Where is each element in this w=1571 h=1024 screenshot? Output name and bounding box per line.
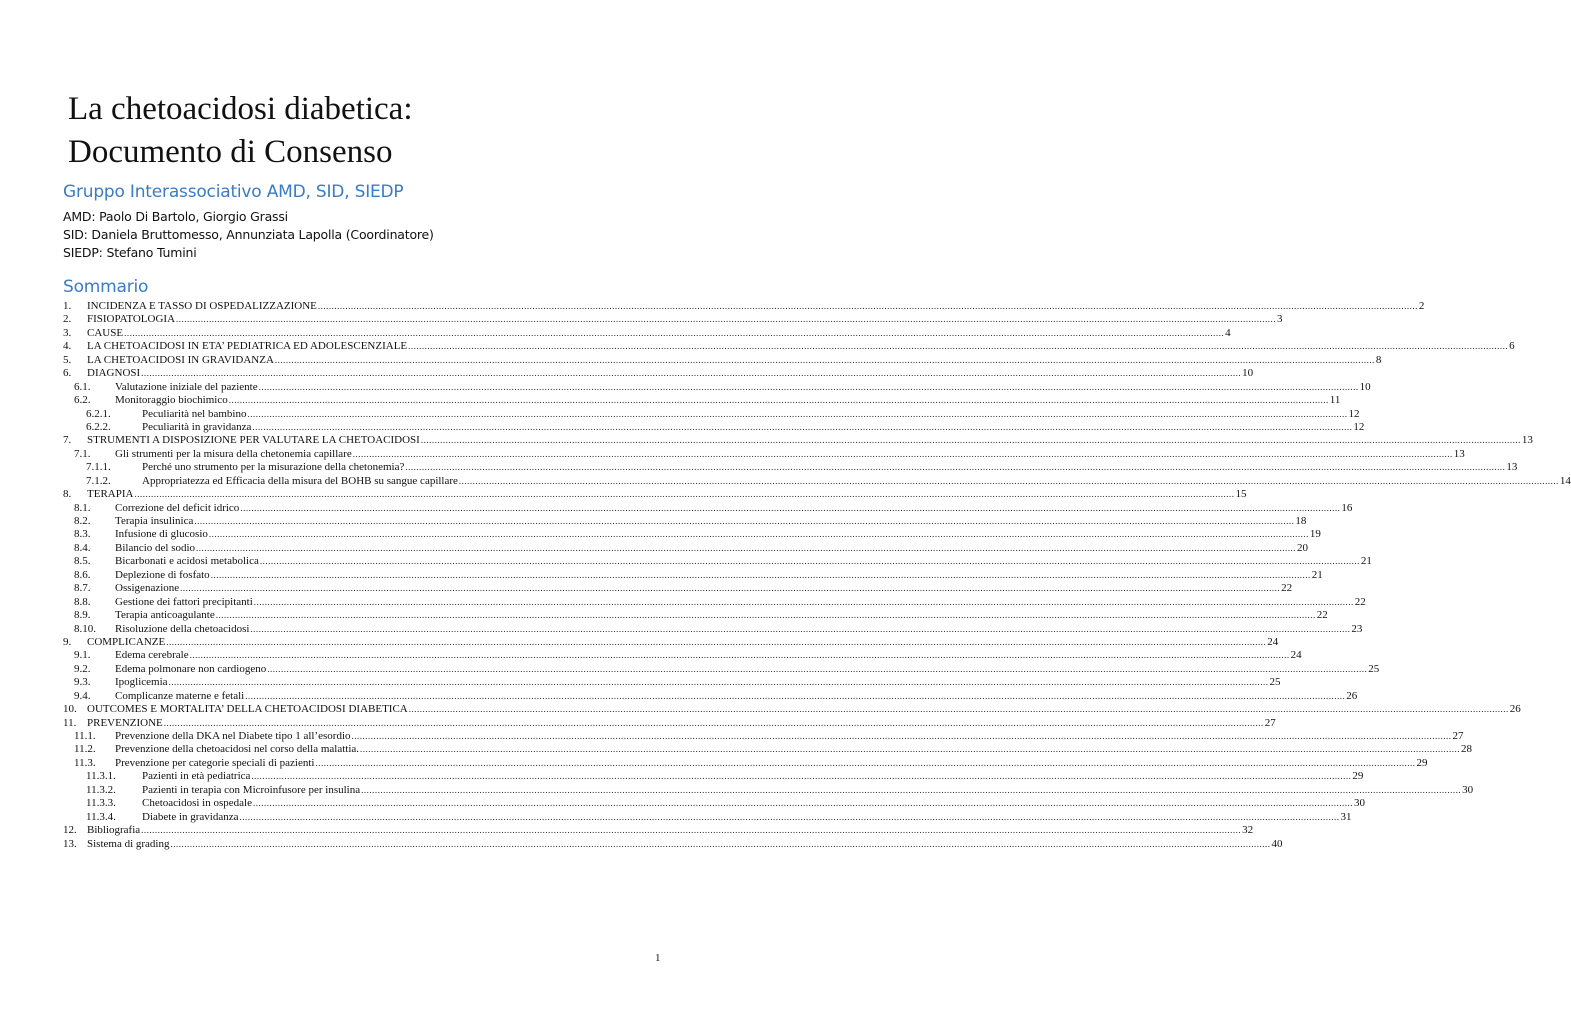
- toc-entry-title: CAUSE: [87, 326, 124, 339]
- toc-entry-page: 24: [1267, 635, 1279, 648]
- toc-entry-title: LA CHETOACIDOSI IN ETA’ PEDIATRICA ED ADOLESCENZIALE: [87, 340, 408, 353]
- toc-entry[interactable]: [63, 730, 1464, 743]
- toc-entry-title: COMPLICANZE: [87, 635, 166, 648]
- toc-entry[interactable]: [63, 380, 1371, 394]
- toc-entry[interactable]: [63, 770, 1364, 783]
- toc-entry-page: 29: [1416, 756, 1428, 769]
- toc-entry-page: 32: [1242, 824, 1254, 837]
- toc-entry-title: Bibliografia: [87, 824, 141, 837]
- toc-entry-title: TERAPIA: [87, 488, 134, 501]
- toc-entry-title: FISIOPATOLOGIA: [87, 313, 176, 326]
- toc-entry-number: 11.1.: [74, 730, 96, 742]
- toc-dot-leader: ................................................................................................................................................................................................................................................................................................................................................................................................................: [251, 771, 1352, 782]
- toc-entry-title: Deplezione di fosfato: [115, 568, 210, 581]
- toc-entry[interactable]: [63, 420, 1365, 434]
- toc-entry-title: Infusione di glucosio: [115, 528, 208, 541]
- toc-entry-title: Complicanze materne e fetali: [115, 689, 245, 702]
- table-of-contents: [63, 300, 1571, 851]
- authors-sid: SID: Daniela Bruttomesso, Annunziata Lapolla (Coordinatore): [63, 227, 434, 242]
- toc-entry-number: 11.3.2.: [86, 783, 116, 796]
- toc-entry-page: 18: [1295, 515, 1307, 527]
- toc-entry[interactable]: [63, 474, 1571, 488]
- toc-entry[interactable]: [63, 394, 1341, 407]
- toc-entry-page: 24: [1290, 649, 1302, 662]
- toc-entry[interactable]: [63, 662, 1380, 676]
- toc-entry-page: 22: [1354, 595, 1366, 608]
- toc-entry-number: 12.: [63, 824, 77, 837]
- toc-entry-title: Appropriatezza ed Efficacia della misura del BOHB su sangue capillare: [142, 474, 458, 487]
- toc-dot-leader: ................................................................................................................................................................................................................................................................................................................................................................................................................: [124, 327, 1225, 338]
- toc-entry[interactable]: [63, 783, 1474, 797]
- toc-entry-number: 7.1.: [74, 447, 91, 460]
- toc-dot-leader: ................................................................................................................................................................................................................................................................................................................................................................................................................: [215, 610, 1316, 621]
- toc-entry[interactable]: [63, 582, 1293, 595]
- toc-entry-number: 8.8.: [74, 595, 91, 608]
- toc-dot-leader: ................................................................................................................................................................................................................................................................................................................................................................................................................: [267, 663, 1368, 674]
- toc-entry[interactable]: [63, 595, 1366, 609]
- authors-amd: AMD: Paolo Di Bartolo, Giorgio Grassi: [63, 209, 288, 224]
- title-line-1: La chetoacidosi diabetica:: [68, 91, 413, 127]
- toc-entry-page: 28: [1461, 743, 1473, 756]
- toc-dot-leader: ................................................................................................................................................................................................................................................................................................................................................................................................................: [408, 341, 1509, 352]
- toc-entry-page: 25: [1269, 676, 1281, 689]
- toc-entry[interactable]: [63, 824, 1254, 837]
- toc-entry-title: Perché uno strumento per la misurazione della chetonemia?: [142, 461, 405, 474]
- toc-entry-title: Gli strumenti per la misura della chetonemia capillare: [115, 447, 352, 460]
- toc-dot-leader: ................................................................................................................................................................................................................................................................................................................................................................................................................: [166, 636, 1267, 647]
- toc-entry[interactable]: [63, 689, 1358, 703]
- toc-entry-title: Edema cerebrale: [115, 649, 189, 662]
- toc-dot-leader: ................................................................................................................................................................................................................................................................................................................................................................................................................: [408, 704, 1509, 715]
- toc-dot-leader: ................................................................................................................................................................................................................................................................................................................................................................................................................: [360, 744, 1461, 755]
- toc-entry[interactable]: [63, 743, 1473, 756]
- toc-entry[interactable]: [63, 528, 1321, 541]
- toc-entry-page: 2: [1418, 300, 1425, 312]
- toc-entry-number: 3.: [63, 326, 72, 339]
- toc-entry-title: OUTCOMES E MORTALITA’ DELLA CHETOACIDOSI DIABETICA: [87, 703, 408, 716]
- toc-entry-number: 6.2.2.: [86, 420, 111, 433]
- toc-entry-page: 6: [1509, 340, 1515, 353]
- toc-entry-page: 20: [1297, 541, 1309, 554]
- toc-entry-page: 8: [1375, 353, 1382, 366]
- toc-entry[interactable]: [63, 434, 1533, 447]
- authors-block: [63, 208, 434, 262]
- toc-dot-leader: ................................................................................................................................................................................................................................................................................................................................................................................................................: [420, 435, 1521, 446]
- toc-dot-leader: ................................................................................................................................................................................................................................................................................................................................................................................................................: [134, 489, 1235, 500]
- toc-entry[interactable]: [63, 313, 1283, 326]
- toc-entry-number: 11.2.: [74, 743, 96, 756]
- toc-entry-page: 13: [1521, 434, 1533, 447]
- toc-entry[interactable]: [63, 407, 1360, 421]
- toc-dot-leader: ................................................................................................................................................................................................................................................................................................................................................................................................................: [245, 690, 1346, 701]
- toc-entry-title: Prevenzione per categorie speciali di pazienti: [115, 756, 315, 769]
- toc-entry-title: Prevenzione della DKA nel Diabete tipo 1 all’esordio: [115, 730, 351, 742]
- toc-dot-leader: ................................................................................................................................................................................................................................................................................................................................................................................................................: [176, 314, 1277, 325]
- toc-entry[interactable]: [63, 447, 1465, 461]
- toc-entry-page: 11: [1329, 394, 1341, 407]
- toc-entry-title: Valutazione iniziale del paziente: [115, 380, 258, 393]
- toc-entry-page: 29: [1352, 770, 1364, 783]
- toc-entry-number: 11.3.4.: [86, 810, 116, 823]
- toc-entry-page: 30: [1353, 797, 1365, 810]
- toc-entry-number: 6.: [63, 367, 72, 380]
- toc-entry-number: 9.4.: [74, 689, 91, 702]
- toc-entry-title: DIAGNOSI: [87, 367, 141, 380]
- toc-entry-page: 13: [1506, 461, 1518, 474]
- toc-entry-title: Edema polmonare non cardiogeno: [115, 662, 267, 675]
- toc-dot-leader: ................................................................................................................................................................................................................................................................................................................................................................................................................: [274, 354, 1375, 365]
- toc-entry-number: 9.2.: [74, 662, 91, 675]
- page-number: 1: [655, 952, 661, 964]
- toc-entry[interactable]: [63, 756, 1428, 770]
- toc-dot-leader: ................................................................................................................................................................................................................................................................................................................................................................................................................: [141, 825, 1242, 836]
- toc-entry-page: 4: [1225, 326, 1231, 339]
- toc-entry-title: Gestione dei fattori precipitanti: [115, 595, 253, 608]
- toc-entry-number: 6.2.: [74, 394, 91, 407]
- toc-dot-leader: ................................................................................................................................................................................................................................................................................................................................................................................................................: [141, 368, 1242, 379]
- toc-entry-title: Pazienti in età pediatrica: [142, 770, 251, 783]
- toc-entry-number: 8.2.: [74, 515, 91, 527]
- toc-entry-page: 26: [1346, 689, 1358, 702]
- toc-entry-number: 8.4.: [74, 541, 91, 554]
- toc-entry-page: 22: [1281, 582, 1293, 595]
- toc-entry[interactable]: [63, 716, 1276, 730]
- toc-dot-leader: ................................................................................................................................................................................................................................................................................................................................................................................................................: [208, 529, 1309, 540]
- toc-dot-leader: ................................................................................................................................................................................................................................................................................................................................................................................................................: [247, 408, 1348, 419]
- toc-dot-leader: ................................................................................................................................................................................................................................................................................................................................................................................................................: [259, 556, 1360, 567]
- toc-entry-page: 12: [1348, 407, 1360, 420]
- group-heading: Gruppo Interassociativo AMD, SID, SIEDP: [63, 182, 404, 202]
- toc-entry-number: 8.: [63, 488, 72, 501]
- toc-entry-page: 14: [1559, 474, 1571, 487]
- toc-entry-title: Monitoraggio biochimico: [115, 394, 228, 407]
- toc-entry[interactable]: [63, 703, 1521, 716]
- toc-dot-leader: ................................................................................................................................................................................................................................................................................................................................................................................................................: [252, 798, 1353, 809]
- toc-dot-leader: ................................................................................................................................................................................................................................................................................................................................................................................................................: [228, 395, 1329, 406]
- toc-dot-leader: ................................................................................................................................................................................................................................................................................................................................................................................................................: [189, 650, 1290, 661]
- toc-entry-title: Terapia anticoagulante: [115, 609, 215, 622]
- toc-entry-page: 21: [1311, 568, 1323, 581]
- toc-entry-number: 8.7.: [74, 582, 91, 595]
- toc-entry-page: 15: [1235, 488, 1247, 501]
- toc-entry-page: 22: [1316, 609, 1328, 622]
- toc-dot-leader: ................................................................................................................................................................................................................................................................................................................................................................................................................: [180, 583, 1281, 594]
- toc-entry[interactable]: [63, 622, 1363, 636]
- toc-entry-page: 27: [1452, 730, 1464, 742]
- toc-entry-page: 3: [1277, 313, 1283, 326]
- toc-dot-leader: ................................................................................................................................................................................................................................................................................................................................................................................................................: [252, 421, 1353, 432]
- toc-entry-number: 8.1.: [74, 501, 91, 514]
- toc-entry[interactable]: [63, 541, 1309, 555]
- toc-dot-leader: ................................................................................................................................................................................................................................................................................................................................................................................................................: [168, 677, 1269, 688]
- toc-entry-title: Peculiarità nel bambino: [142, 407, 247, 420]
- toc-entry-number: 5.: [63, 353, 72, 366]
- toc-entry-title: Risoluzione della chetoacidosi: [115, 622, 250, 635]
- toc-entry-number: 4.: [63, 340, 72, 353]
- toc-entry-number: 8.3.: [74, 528, 91, 541]
- toc-entry[interactable]: [63, 501, 1353, 515]
- toc-dot-leader: ................................................................................................................................................................................................................................................................................................................................................................................................................: [458, 475, 1559, 486]
- toc-entry-number: 2.: [63, 313, 72, 326]
- toc-dot-leader: ................................................................................................................................................................................................................................................................................................................................................................................................................: [250, 623, 1351, 634]
- toc-entry-page: 21: [1360, 555, 1372, 568]
- toc-entry[interactable]: [63, 340, 1515, 353]
- toc-entry-page: 23: [1351, 622, 1363, 635]
- toc-entry-page: 19: [1309, 528, 1321, 541]
- toc-entry[interactable]: [63, 353, 1382, 367]
- toc-entry-number: 13.: [63, 837, 77, 850]
- title-line-2: Documento di Consenso: [68, 134, 393, 170]
- toc-entry-title: LA CHETOACIDOSI IN GRAVIDANZA: [87, 353, 274, 366]
- toc-entry-title: Bicarbonati e acidosi metabolica: [115, 555, 259, 568]
- toc-entry-title: Ipoglicemia: [115, 676, 168, 689]
- toc-entry-number: 11.3.1.: [86, 770, 116, 783]
- toc-dot-leader: ................................................................................................................................................................................................................................................................................................................................................................................................................: [239, 811, 1340, 822]
- toc-entry-page: 12: [1353, 420, 1365, 433]
- toc-entry-number: 7.: [63, 434, 72, 447]
- toc-entry-page: 10: [1242, 367, 1254, 380]
- toc-entry[interactable]: [63, 488, 1247, 501]
- toc-dot-leader: ................................................................................................................................................................................................................................................................................................................................................................................................................: [253, 596, 1354, 607]
- toc-entry-title: Chetoacidosi in ospedale: [142, 797, 252, 810]
- toc-dot-leader: ................................................................................................................................................................................................................................................................................................................................................................................................................: [361, 784, 1462, 795]
- toc-entry[interactable]: [63, 300, 1425, 313]
- toc-heading: Sommario: [63, 277, 149, 297]
- toc-dot-leader: ................................................................................................................................................................................................................................................................................................................................................................................................................: [170, 838, 1271, 849]
- toc-entry[interactable]: [63, 555, 1372, 568]
- toc-entry-number: 8.10.: [74, 622, 96, 635]
- toc-entry-page: 31: [1340, 810, 1352, 823]
- toc-entry-number: 8.9.: [74, 609, 91, 622]
- toc-entry[interactable]: [63, 568, 1323, 582]
- toc-entry-number: 9.: [63, 635, 72, 648]
- toc-dot-leader: ................................................................................................................................................................................................................................................................................................................................................................................................................: [163, 717, 1264, 728]
- toc-entry-page: 30: [1462, 783, 1474, 796]
- toc-dot-leader: ................................................................................................................................................................................................................................................................................................................................................................................................................: [351, 731, 1452, 741]
- toc-entry[interactable]: [63, 515, 1307, 528]
- toc-dot-leader: ................................................................................................................................................................................................................................................................................................................................................................................................................: [258, 381, 1359, 392]
- toc-dot-leader: ................................................................................................................................................................................................................................................................................................................................................................................................................: [194, 516, 1295, 526]
- toc-entry[interactable]: [63, 635, 1279, 649]
- toc-entry-page: 16: [1341, 501, 1353, 514]
- toc-entry-page: 13: [1453, 447, 1465, 460]
- toc-entry-number: 6.2.1.: [86, 407, 111, 420]
- toc-dot-leader: ................................................................................................................................................................................................................................................................................................................................................................................................................: [196, 542, 1297, 553]
- toc-entry-title: Bilancio del sodio: [115, 541, 196, 554]
- toc-entry-number: 7.1.2.: [86, 474, 111, 487]
- toc-entry-title: Ossigenazione: [115, 582, 180, 595]
- toc-entry[interactable]: [63, 461, 1518, 474]
- toc-entry-title: Pazienti in terapia con Microinfusore per insulina: [142, 783, 361, 796]
- toc-entry[interactable]: [63, 649, 1302, 662]
- toc-entry-number: 10.: [63, 703, 77, 716]
- toc-entry-title: Diabete in gravidanza: [142, 810, 239, 823]
- toc-entry[interactable]: [63, 837, 1283, 851]
- toc-dot-leader: ................................................................................................................................................................................................................................................................................................................................................................................................................: [405, 462, 1506, 473]
- toc-entry-title: Prevenzione della chetoacidosi nel corso della malattia.: [115, 743, 360, 756]
- toc-dot-leader: ................................................................................................................................................................................................................................................................................................................................................................................................................: [315, 757, 1416, 768]
- document-title: [68, 88, 668, 174]
- toc-entry-number: 6.1.: [74, 380, 91, 393]
- toc-entry-title: Correzione del deficit idrico: [115, 501, 240, 514]
- toc-entry-number: 11.3.: [74, 756, 96, 769]
- toc-entry-page: 10: [1359, 380, 1371, 393]
- toc-entry[interactable]: [63, 676, 1281, 689]
- authors-siedp: SIEDP: Stefano Tumini: [63, 245, 197, 260]
- toc-entry-number: 7.1.1.: [86, 461, 111, 474]
- toc-entry-page: 27: [1264, 716, 1276, 729]
- toc-entry-page: 26: [1509, 703, 1521, 716]
- toc-entry[interactable]: [63, 797, 1365, 810]
- toc-entry-title: STRUMENTI A DISPOSIZIONE PER VALUTARE LA CHETOACIDOSI: [87, 434, 420, 447]
- toc-entry-number: 8.5.: [74, 555, 91, 568]
- toc-entry[interactable]: [63, 810, 1352, 824]
- toc-entry-number: 1.: [63, 300, 72, 312]
- toc-entry-title: Terapia insulinica: [115, 515, 194, 527]
- toc-entry-title: Sistema di grading: [87, 837, 170, 850]
- toc-entry-number: 11.: [63, 716, 77, 729]
- toc-entry-number: 9.1.: [74, 649, 91, 662]
- toc-dot-leader: ................................................................................................................................................................................................................................................................................................................................................................................................................: [317, 301, 1418, 311]
- toc-entry-page: 25: [1368, 662, 1380, 675]
- toc-entry[interactable]: [63, 326, 1231, 340]
- toc-entry-title: INCIDENZA E TASSO DI OSPEDALIZZAZIONE: [87, 300, 317, 312]
- toc-entry[interactable]: [63, 609, 1328, 622]
- toc-entry-number: 8.6.: [74, 568, 91, 581]
- toc-entry-page: 40: [1271, 837, 1283, 850]
- toc-dot-leader: ................................................................................................................................................................................................................................................................................................................................................................................................................: [352, 448, 1453, 459]
- toc-entry-number: 11.3.3.: [86, 797, 116, 810]
- toc-entry-title: Peculiarità in gravidanza: [142, 420, 252, 433]
- toc-entry[interactable]: [63, 367, 1254, 380]
- toc-dot-leader: ................................................................................................................................................................................................................................................................................................................................................................................................................: [210, 569, 1311, 580]
- toc-dot-leader: ................................................................................................................................................................................................................................................................................................................................................................................................................: [240, 502, 1341, 513]
- toc-entry-number: 9.3.: [74, 676, 91, 689]
- toc-entry-title: PREVENZIONE: [87, 716, 163, 729]
